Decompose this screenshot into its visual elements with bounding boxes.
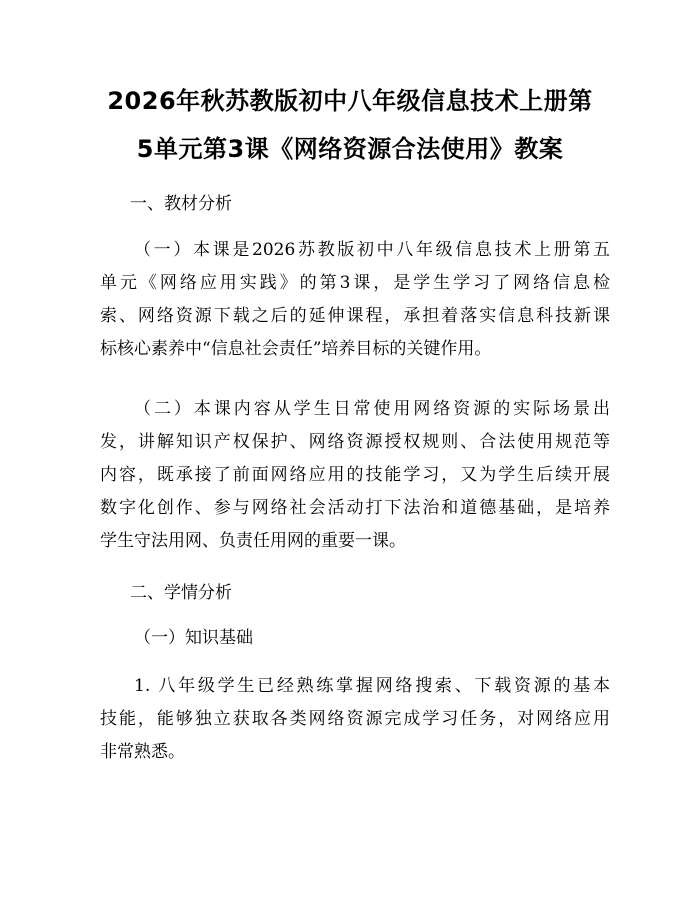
paragraph-line: 单元《网络应用实践》的第3课，是学生学习了网络信息检 xyxy=(100,273,610,293)
section-heading-textbook-analysis: 一、教材分析 xyxy=(130,194,232,214)
paragraph-line: （一）本课是2026苏教版初中八年级信息技术上册第五 xyxy=(134,240,610,260)
paragraph-line: 学生守法用网、负责任用网的重要一课。 xyxy=(100,531,406,551)
paragraph-textbook-1 xyxy=(100,234,610,366)
paragraph-line: 非常熟悉。 xyxy=(100,742,185,762)
paragraph-line: 数字化创作、参与网络社会活动打下法治和道德基础，是培养 xyxy=(100,498,610,518)
paragraph-line: 内容，既承接了前面网络应用的技能学习，又为学生后续开展 xyxy=(100,465,610,485)
section-heading-student-analysis: 二、学情分析 xyxy=(130,583,232,603)
document-title-line-1: 2026年秋苏教版初中八年级信息技术上册第 xyxy=(107,87,593,115)
subheading-knowledge-base: （一）知识基础 xyxy=(134,628,253,648)
paragraph-line: 发，讲解知识产权保护、网络资源授权规则、合法使用规范等 xyxy=(100,432,610,452)
paragraph-knowledge-1 xyxy=(100,670,610,769)
document-title-line-2: 5单元第3课《网络资源合法使用》教案 xyxy=(136,135,564,163)
paragraph-line: 索、网络资源下载之后的延伸课程，承担着落实信息科技新课 xyxy=(100,306,610,326)
paragraph-textbook-2 xyxy=(100,393,610,558)
paragraph-line: 标核心素养中“信息社会责任”培养目标的关键作用。 xyxy=(100,339,492,359)
paragraph-line: 1. 八年级学生已经熟练掌握网络搜索、下载资源的基本 xyxy=(134,676,610,696)
paragraph-line: 技能，能够独立获取各类网络资源完成学习任务，对网络应用 xyxy=(100,709,610,729)
paragraph-line: （二）本课内容从学生日常使用网络资源的实际场景出 xyxy=(134,399,610,419)
